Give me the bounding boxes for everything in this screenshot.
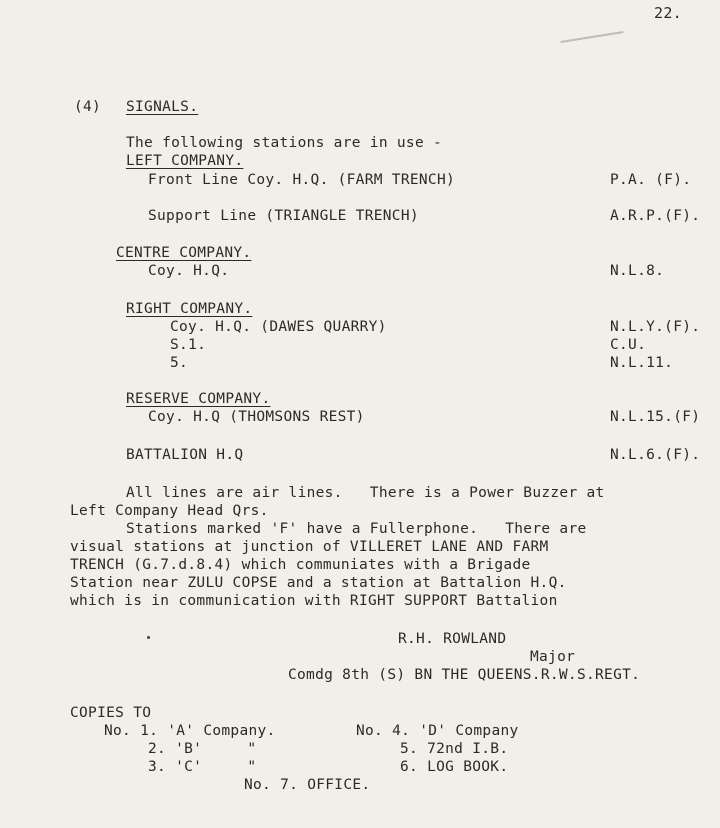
- section-number: (4): [74, 99, 102, 115]
- station-code: N.L.15.(F): [610, 409, 701, 425]
- ink-dot: [147, 636, 150, 639]
- paragraph-line: Left Company Head Qrs.: [70, 503, 269, 519]
- station-label: Front Line Coy. H.Q. (FARM TRENCH): [148, 172, 456, 188]
- right-company-heading: RIGHT COMPANY.: [126, 301, 253, 317]
- centre-company-heading: CENTRE COMPANY.: [116, 245, 252, 261]
- paragraph-line: visual stations at junction of VILLERET LANE AND FARM: [70, 539, 549, 555]
- station-label: S.1.: [170, 337, 207, 353]
- station-code: C.U.: [610, 337, 647, 353]
- section-title: SIGNALS.: [126, 99, 199, 115]
- left-company-heading: LEFT COMPANY.: [126, 153, 244, 169]
- paragraph-line: All lines are air lines. There is a Power Buzzer at: [126, 485, 605, 501]
- copy-entry: No. 4. 'D' Company: [356, 723, 519, 739]
- copies-heading: COPIES TO: [70, 705, 152, 721]
- station-label: Coy. H.Q.: [148, 263, 230, 279]
- station-code: N.L.11.: [610, 355, 674, 371]
- station-label: Coy. H.Q. (DAWES QUARRY): [170, 319, 387, 335]
- station-code: A.R.P.(F).: [610, 208, 701, 224]
- paragraph-line: which is in communication with RIGHT SUPPORT Battalion: [70, 593, 558, 609]
- reserve-company-heading: RESERVE COMPANY.: [126, 391, 271, 407]
- copy-entry: 3. 'C' ": [148, 759, 257, 775]
- station-label: Support Line (TRIANGLE TRENCH): [148, 208, 419, 224]
- station-code: N.L.Y.(F).: [610, 319, 701, 335]
- intro-text: The following stations are in use -: [126, 135, 443, 151]
- paragraph-line: TRENCH (G.7.d.8.4) which communiates with a Brigade: [70, 557, 531, 573]
- signature-unit: Comdg 8th (S) BN THE QUEENS.R.W.S.REGT.: [288, 667, 641, 683]
- page-number: 22.: [654, 4, 682, 22]
- copy-entry: 6. LOG BOOK.: [400, 759, 509, 775]
- copy-entry: No. 1. 'A' Company.: [104, 723, 276, 739]
- station-code: P.A. (F).: [610, 172, 692, 188]
- paragraph-line: Stations marked 'F' have a Fullerphone. There are: [126, 521, 587, 537]
- copy-entry: 5. 72nd I.B.: [400, 741, 509, 757]
- station-label: 5.: [170, 355, 189, 371]
- signature-rank: Major: [530, 649, 576, 665]
- battalion-label: BATTALION H.Q: [126, 447, 244, 463]
- paragraph-line: Station near ZULU COPSE and a station at Battalion H.Q.: [70, 575, 567, 591]
- station-label: Coy. H.Q (THOMSONS REST): [148, 409, 365, 425]
- copy-entry: 2. 'B' ": [148, 741, 257, 757]
- pencil-mark: [560, 31, 624, 43]
- battalion-code: N.L.6.(F).: [610, 447, 701, 463]
- station-code: N.L.8.: [610, 263, 665, 279]
- copy-entry: No. 7. OFFICE.: [244, 777, 371, 793]
- signature-name: R.H. ROWLAND: [398, 631, 507, 647]
